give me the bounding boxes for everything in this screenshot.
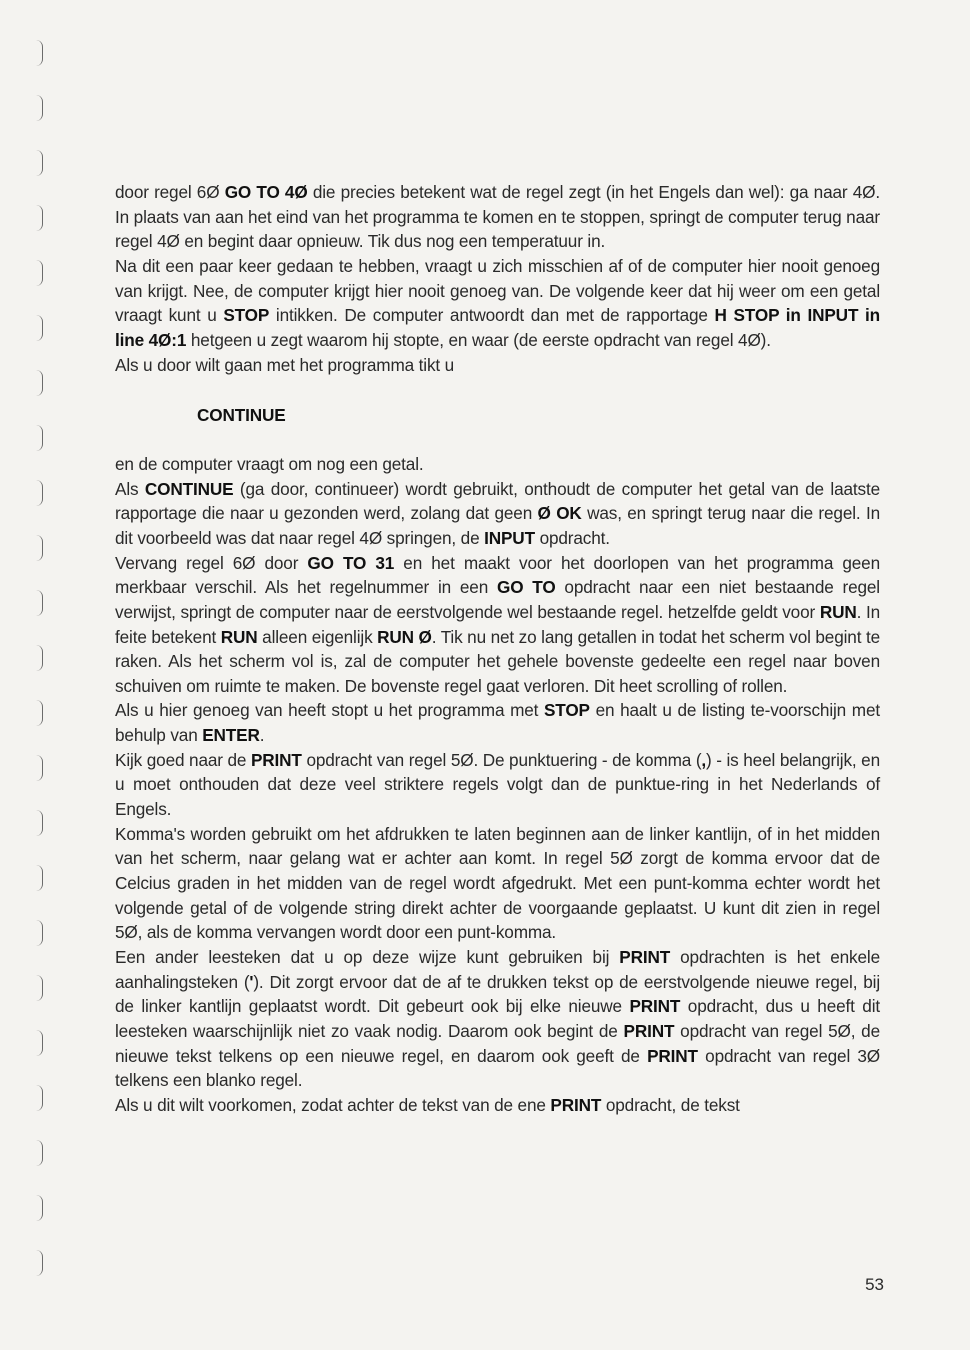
bold-keyword: RUN <box>819 601 857 622</box>
text-run: Als u door wilt gaan met het programma tikt u <box>115 354 455 375</box>
bold-keyword: , <box>701 749 707 770</box>
bold-keyword: STOP <box>223 305 270 326</box>
binding-hole-mark <box>36 260 43 286</box>
bold-keyword: PRINT <box>623 1021 675 1041</box>
text-run: opdracht van regel 3Ø telkens een blanko regel. <box>115 1045 881 1091</box>
ring-binding-holes <box>28 40 48 1320</box>
bold-keyword: GO TO 4Ø <box>224 182 308 202</box>
paragraph <box>115 822 880 945</box>
bold-keyword: PRINT <box>629 996 681 1017</box>
paragraph <box>115 945 880 1093</box>
binding-hole-mark <box>36 480 43 506</box>
text-run: (ga door, continueer) wordt gebruikt, onthoudt de computer het getal van de laatste rapportage die naar u gezonden werd, zolang dat geen <box>115 478 880 524</box>
text-run: opdracht. <box>534 527 610 548</box>
text-run: alleen eigenlijk <box>257 626 378 647</box>
text-run: ). Dit zorgt ervoor dat de af te drukken tekst op de eerstvolgende nieuwe regel, bij de linker kantlijn geplaatst wordt. Dit gebeurt ook bij elke nieuwe <box>115 971 881 1017</box>
text-run: opdracht naar een niet bestaande regel verwijst, springt de computer naar de eerstvolgende wel bestaande regel. hetzelfde geldt voor <box>115 577 880 622</box>
text-run: en het maakt voor het doorlopen van het programma geen merkbaar verschil. Als het regelnummer in een <box>115 552 880 598</box>
binding-hole-mark <box>36 755 43 781</box>
text-run: Als <box>115 478 145 499</box>
binding-hole-mark <box>36 975 43 1001</box>
text-run: Kijk goed naar de <box>115 749 251 770</box>
text-run: Als u hier genoeg van heeft stopt u het programma met <box>115 700 544 721</box>
binding-hole-mark <box>36 150 43 176</box>
text-run: door regel 6Ø <box>115 182 225 202</box>
paragraph <box>115 452 880 477</box>
binding-hole-mark <box>36 370 43 396</box>
binding-hole-mark <box>36 1085 43 1111</box>
bold-keyword: ENTER <box>202 725 260 746</box>
bold-keyword: PRINT <box>250 749 302 770</box>
text-run: en de computer vraagt om nog een getal. <box>115 453 424 474</box>
binding-hole-mark <box>36 535 43 561</box>
binding-hole-mark <box>36 1195 43 1221</box>
binding-hole-mark <box>36 425 43 451</box>
paragraph <box>115 353 880 378</box>
text-run: . <box>259 725 265 746</box>
paragraph <box>115 748 880 822</box>
binding-hole-mark <box>36 920 43 946</box>
paragraph <box>115 1093 880 1118</box>
paragraph <box>115 698 880 747</box>
text-run: . Tik nu net zo lang getallen in todat het scherm vol begint te raken. Als het scherm vol is, zal de computer het gehele bovenste gedeelte een regel naar boven schuiven om ruimte te maken. De bovenste regel gaat verloren. Dit heet scrolling of rollen. <box>115 626 880 696</box>
binding-hole-mark <box>36 205 43 231</box>
text-run: Komma's worden gebruikt om het afdrukken te laten beginnen aan de linker kantlijn, of in het midden van het scherm, naar gelang wat er achter aan komt. In regel 5Ø zorgt de komma ervoor dat de Celcius graden in het midden van de regel wordt afgedrukt. Met een punt-komma echter wordt het volgende getal of de volgende string direkt achter de voorgaande geplaatst. U kunt dit zien in regel 5Ø, als de komma vervangen wordt door een punt-komma. <box>115 823 880 943</box>
bold-keyword: INPUT <box>484 527 535 548</box>
bold-keyword: Ø OK <box>537 503 582 524</box>
bold-keyword: GO TO <box>496 577 556 598</box>
text-run: die precies betekent wat de regel zegt (in het Engels dan wel): ga naar 4Ø. In plaats van aan het eind van het programma te komen en te stoppen, springt de computer terug naar regel 4Ø en begint daar opnieuw. Tik dus nog een temperatuur in. <box>115 182 880 252</box>
text-run: opdracht, dus u heeft dit leesteken waarschijnlijk niet zo vaak nodig. Daarom ook begint de <box>115 996 880 1041</box>
bold-keyword: ' <box>249 971 254 992</box>
text-run: was, en springt terug naar die regel. In dit voorbeeld was dat naar regel 4Ø springen, de <box>115 503 880 548</box>
bold-keyword: GO TO 31 <box>307 552 395 573</box>
binding-hole-mark <box>36 865 43 891</box>
code-line <box>197 403 880 428</box>
bold-keyword: RUN <box>220 626 258 647</box>
text-run: opdracht, de tekst <box>601 1094 740 1115</box>
binding-hole-mark <box>36 315 43 341</box>
binding-hole-mark <box>36 1140 43 1166</box>
text-run: ) - is heel belangrijk, en u moet onthouden dat deze veel striktere regels volgt dan de punktue-ring in het Nederlands of Engels. <box>115 749 880 820</box>
binding-hole-mark <box>36 810 43 836</box>
text-run: hetgeen u zegt waarom hij stopte, en waar (de eerste opdracht van regel 4Ø). <box>186 329 771 350</box>
paragraph <box>115 551 880 699</box>
paragraph <box>115 477 880 551</box>
bold-keyword: STOP <box>543 700 590 721</box>
text-run: Als u dit wilt voorkomen, zodat achter de tekst van de ene <box>115 1094 551 1115</box>
bold-keyword: CONTINUE <box>197 405 286 426</box>
binding-hole-mark <box>36 1250 43 1276</box>
text-run: intikken. De computer antwoordt dan met de rapportage <box>269 305 715 326</box>
binding-hole-mark <box>36 40 43 66</box>
bold-keyword: PRINT <box>619 947 671 968</box>
text-run: Een ander leesteken dat u op deze wijze kunt gebruiken bij <box>115 947 620 968</box>
bold-keyword: RUN Ø <box>377 626 432 647</box>
text-run: . In feite betekent <box>115 601 881 647</box>
bold-keyword: PRINT <box>550 1094 602 1115</box>
paragraph <box>115 180 880 254</box>
bold-keyword: CONTINUE <box>144 478 234 499</box>
binding-hole-mark <box>36 1030 43 1056</box>
binding-hole-mark <box>36 95 43 121</box>
body-text <box>115 180 880 1118</box>
bold-keyword: PRINT <box>647 1045 698 1066</box>
bold-keyword: H STOP in INPUT in line 4Ø:1 <box>115 305 880 350</box>
page-number: 53 <box>865 1275 884 1294</box>
text-run: Vervang regel 6Ø door <box>115 552 308 573</box>
binding-hole-mark <box>36 700 43 726</box>
paragraph <box>115 254 880 353</box>
text-run: opdracht van regel 5Ø, de nieuwe tekst telkens op een nieuwe regel, en daarom ook geeft de <box>115 1021 880 1066</box>
text-run: Na dit een paar keer gedaan te hebben, vraagt u zich misschien af of de computer hier nooit genoeg van krijgt. Nee, de computer krijgt hier nooit genoeg van. De volgende keer dat hij weer om een getal vraagt kunt u <box>115 255 880 326</box>
text-run: en haalt u de listing te-voorschijn met behulp van <box>115 700 880 746</box>
text-run: opdracht van regel 5Ø. De punktuering - de komma ( <box>301 749 702 770</box>
text-run: opdrachten is het enkele aanhalingsteken ( <box>115 947 880 992</box>
binding-hole-mark <box>36 645 43 671</box>
binding-hole-mark <box>36 590 43 616</box>
